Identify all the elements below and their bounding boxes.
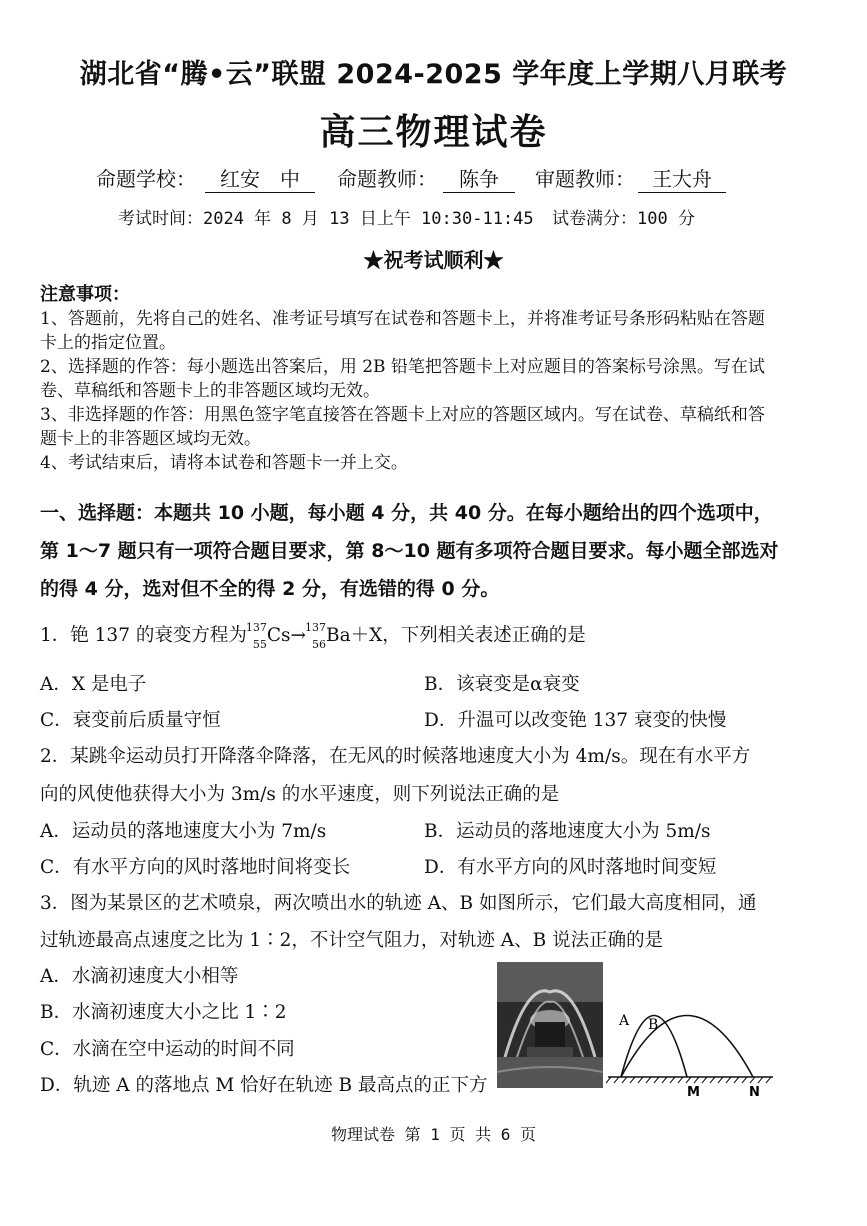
page-footer: 物理试卷 第 1 页 共 6 页 (330, 1125, 537, 1144)
q1-option-b: B．该衰变是α衰变 (424, 674, 580, 695)
good-luck-banner: ★祝考试顺利★ (363, 248, 504, 272)
q3-option-c: C．水滴在空中运动的时间不同 (40, 1039, 295, 1060)
teacher-label: 命题教师： (337, 167, 437, 191)
question-1-stem: 1．铯 137 的衰变方程为 137 55 Cs→ 137 56 Ba＋X，下列相关表述正确的是 (40, 621, 586, 651)
q2-option-a: A．运动员的落地速度大小为 7m/s (40, 821, 327, 842)
trajectory-diagram (603, 980, 778, 1100)
teacher-value: 陈争 (443, 163, 515, 193)
note-item-1: 1、答题前，先将自己的姓名、准考证号填写在试卷和答题卡上，并将准考证号条形码粘贴在答题卡上的指定位置。 (40, 309, 765, 353)
label-m: M (687, 1085, 700, 1100)
q2-option-b: B．运动员的落地速度大小为 5m/s (424, 821, 711, 842)
q1-option-a: A．X 是电子 (40, 674, 147, 695)
q2-option-d: D．有水平方向的风时落地时间变短 (424, 857, 717, 878)
label-n: N (749, 1085, 760, 1100)
cs-nuclide-indices: 137 55 (245, 621, 267, 651)
section-heading: 一、选择题：本题共 10 小题，每小题 4 分，共 40 分。在每小题给出的四个选项中，第 1～7 题只有一项符合题目要求，第 8～10 题有多项符合题目要求。每小题全部选对的得 4 分，选对但不全的得 2 分，有选错的得 0 分。 (40, 502, 779, 600)
q1-option-c: C．衰变前后质量守恒 (40, 710, 221, 731)
q3-option-b: B．水滴初速度大小之比 1∶2 (40, 1002, 287, 1023)
label-b: B (648, 1017, 659, 1033)
q1-option-d: D．升温可以改变铯 137 衰变的快慢 (424, 710, 727, 731)
exam-time: 考试时间：2024 年 8 月 13 日上午 10:30-11:45 (118, 209, 534, 229)
school-label: 命题学校： (96, 167, 196, 191)
label-a: A (619, 1013, 630, 1029)
question-2-line1: 2．某跳伞运动员打开降落伞降落，在无风的时候落地速度大小为 4m/s。现在有水平方 (40, 746, 751, 767)
ground-hatching (606, 1077, 771, 1083)
school-value: 红安 中 (205, 163, 315, 193)
reviewer-value: 王大舟 (638, 163, 726, 193)
full-score: 试卷满分：100 分 (552, 209, 695, 229)
q3-option-d: D．轨迹 A 的落地点 M 恰好在轨迹 B 最高点的正下方 (40, 1075, 488, 1096)
exam-title: 湖北省“腾•云”联盟 2024-2025 学年度上学期八月联考 (79, 59, 788, 90)
note-item-3: 3、非选择题的作答：用黑色签字笔直接答在答题卡上对应的答题区域内。写在试卷、草稿纸和答题卡上的非答题区域均无效。 (40, 405, 765, 449)
reviewer-label: 审题教师： (535, 167, 635, 191)
question-3-line1: 3．图为某景区的艺术喷泉，两次喷出水的轨迹 A、B 如图所示，它们最大高度相同，通 (40, 893, 757, 914)
note-item-2: 2、选择题的作答：每小题选出答案后，用 2B 铅笔把答题卡上对应题目的答案标号涂黑。写在试卷、草稿纸和答题卡上的非答题区域均无效。 (40, 357, 765, 401)
question-3-line2: 过轨迹最高点速度之比为 1∶2，不计空气阻力，对轨迹 A、B 说法正确的是 (40, 930, 664, 951)
ba-nuclide-indices: 137 56 (305, 621, 327, 651)
notes-heading: 注意事项： (40, 284, 130, 305)
question-2-line2: 向的风使他获得大小为 3m/s 的水平速度，则下列说法正确的是 (40, 784, 560, 805)
fountain-photo (497, 962, 603, 1088)
q3-option-a: A．水滴初速度大小相等 (40, 966, 239, 987)
paper-title: 高三物理试卷 (319, 112, 548, 153)
note-item-4: 4、考试结束后，请将本试卷和答题卡一并上交。 (40, 453, 408, 473)
q2-option-c: C．有水平方向的风时落地时间将变长 (40, 857, 351, 878)
